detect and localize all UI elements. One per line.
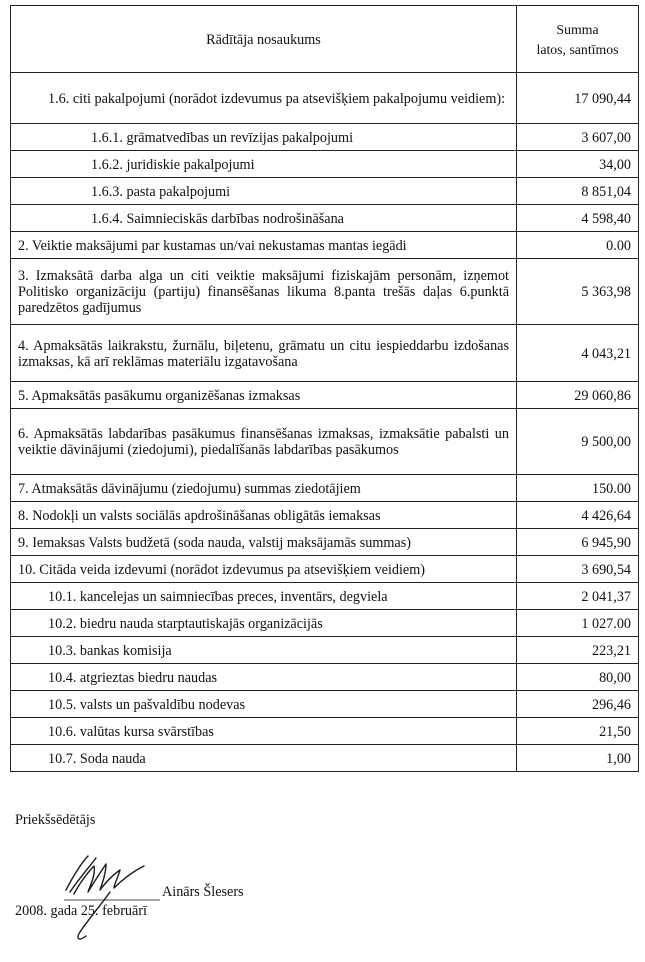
- row-amount: 4 043,21: [517, 325, 639, 382]
- row-amount: 1,00: [517, 745, 639, 772]
- row-label: 5. Apmaksātās pasākumu organizēšanas izmaksas: [11, 382, 517, 409]
- row-label: 2. Veiktie maksājumi par kustamas un/vai nekustamas mantas iegādi: [11, 232, 517, 259]
- table-row: [11, 259, 639, 325]
- row-amount: 6 945,90: [517, 529, 639, 556]
- table-row: [11, 475, 639, 502]
- row-label: 10.3. bankas komisija: [11, 637, 517, 664]
- row-label: 1.6.4. Saimnieciskās darbības nodrošināšana: [11, 205, 517, 232]
- table-row: [11, 325, 639, 382]
- header-sum-line1: Summa: [556, 21, 599, 37]
- table-row: [11, 409, 639, 475]
- row-amount: 0.00: [517, 232, 639, 259]
- table-row: [11, 73, 639, 124]
- header-sum-line2: latos, santīmos: [536, 41, 619, 57]
- table-row: [11, 502, 639, 529]
- table-row: [11, 745, 639, 772]
- row-amount: 80,00: [517, 664, 639, 691]
- table-row: [11, 529, 639, 556]
- row-amount: 223,21: [517, 637, 639, 664]
- row-label: 1.6.1. grāmatvedības un revīzijas pakalpojumi: [11, 124, 517, 151]
- table-header-row: [11, 6, 639, 73]
- row-amount: 8 851,04: [517, 178, 639, 205]
- table-row: [11, 151, 639, 178]
- row-label: 3. Izmaksātā darba alga un citi veiktie maksājumi fiziskajām personām, izņemot Politisko organizāciju (partiju) finansēšanas likuma 8.panta trešās daļas 6.punktā paredzētos gadījumus: [11, 259, 517, 325]
- table-row: [11, 178, 639, 205]
- row-amount: 21,50: [517, 718, 639, 745]
- row-amount: 2 041,37: [517, 583, 639, 610]
- row-amount: 3 690,54: [517, 556, 639, 583]
- table-row: [11, 637, 639, 664]
- row-amount: 1 027.00: [517, 610, 639, 637]
- signatory-role: Priekšsēdētājs: [15, 812, 96, 828]
- row-label: 1.6.3. pasta pakalpojumi: [11, 178, 517, 205]
- table-row: [11, 583, 639, 610]
- row-label: 10.4. atgrieztas biedru naudas: [11, 664, 517, 691]
- table-row: [11, 664, 639, 691]
- row-label: 1.6. citi pakalpojumi (norādot izdevumus pa atsevišķiem pakalpojumu veidiem):: [11, 73, 517, 124]
- row-label: 10.6. valūtas kursa svārstības: [11, 718, 517, 745]
- table-row: [11, 382, 639, 409]
- table-row: [11, 205, 639, 232]
- row-label: 9. Iemaksas Valsts budžetā (soda nauda, valstij maksājamās summas): [11, 529, 517, 556]
- row-amount: 29 060,86: [517, 382, 639, 409]
- row-amount: 3 607,00: [517, 124, 639, 151]
- header-sum-column: [517, 6, 639, 73]
- table-row: [11, 124, 639, 151]
- header-name-column: Rādītāja nosaukums: [11, 6, 517, 73]
- row-amount: 34,00: [517, 151, 639, 178]
- row-label: 6. Apmaksātās labdarības pasākumus finansēšanas izmaksas, izmaksātie pabalsti un veiktie dāvinājumi (ziedojumi), piedalīšanās labdarības pasākumos: [11, 409, 517, 475]
- row-label: 10.2. biedru nauda starptautiskajās organizācijās: [11, 610, 517, 637]
- row-label: 10.1. kancelejas un saimniecības preces, inventārs, degviela: [11, 583, 517, 610]
- row-amount: 4 598,40: [517, 205, 639, 232]
- row-amount: 4 426,64: [517, 502, 639, 529]
- table-row: [11, 691, 639, 718]
- signatory-name: Ainārs Šlesers: [162, 884, 244, 900]
- row-amount: 17 090,44: [517, 73, 639, 124]
- row-label: 10.7. Soda nauda: [11, 745, 517, 772]
- row-amount: 5 363,98: [517, 259, 639, 325]
- row-label: 1.6.2. juridiskie pakalpojumi: [11, 151, 517, 178]
- table-row: [11, 610, 639, 637]
- row-amount: 296,46: [517, 691, 639, 718]
- row-label: 4. Apmaksātās laikrakstu, žurnālu, biļetenu, grāmatu un citu iespieddarbu izdošanas izmaksas, kā arī reklāmas materiālu izgatavošana: [11, 325, 517, 382]
- table-row: [11, 556, 639, 583]
- row-amount: 150.00: [517, 475, 639, 502]
- table-row: [11, 232, 639, 259]
- signature-date: 2008. gada 25. februārī: [15, 903, 147, 919]
- row-label: 7. Atmaksātās dāvinājumu (ziedojumu) summas ziedotājiem: [11, 475, 517, 502]
- row-label: 10.5. valsts un pašvaldību nodevas: [11, 691, 517, 718]
- row-label: 10. Citāda veida izdevumi (norādot izdevumus pa atsevišķiem veidiem): [11, 556, 517, 583]
- row-label: 8. Nodokļi un valsts sociālās apdrošināšanas obligātās iemaksas: [11, 502, 517, 529]
- expense-report-table: [10, 5, 639, 772]
- table-row: [11, 718, 639, 745]
- row-amount: 9 500,00: [517, 409, 639, 475]
